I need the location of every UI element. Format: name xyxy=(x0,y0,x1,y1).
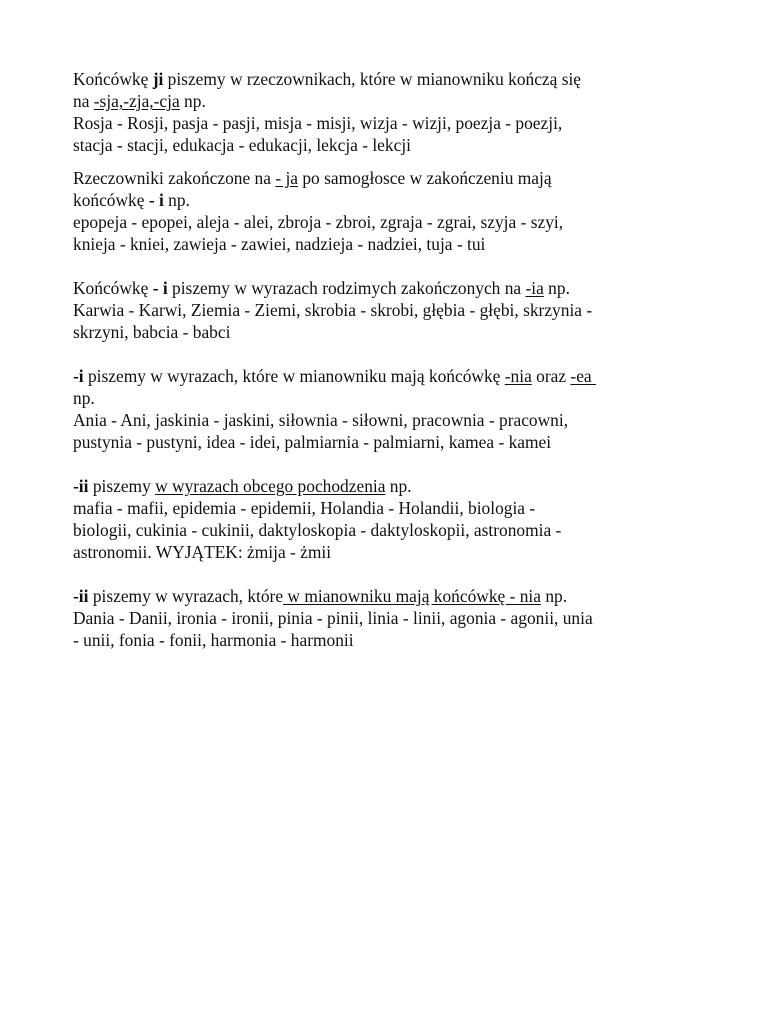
text-run: piszemy xyxy=(88,476,156,496)
underlined-text: -ia xyxy=(525,278,544,298)
text-line xyxy=(73,189,713,211)
text-run: Końcówkę xyxy=(73,69,153,89)
bold-text: - i xyxy=(148,190,164,210)
bold-text: -i xyxy=(73,366,84,386)
text-run: Karwia - Karwi, Ziemia - Ziemi, skrobia - skrobi, głębia - głębi, skrzynia - xyxy=(73,300,593,320)
text-run: końcówkę xyxy=(73,190,149,210)
bold-text: - i xyxy=(152,278,168,298)
text-run: piszemy w wyrazach rodzimych zakończonych na xyxy=(167,278,526,298)
text-run: Ania - Ani, jaskinia - jaskini, siłownia - siłowni, pracownia - pracowni, xyxy=(73,410,569,430)
text-run: pustynia - pustyni, idea - idei, palmiarnia - palmiarni, kamea - kamei xyxy=(73,432,552,452)
underlined-text: w wyrazach obcego pochodzenia xyxy=(155,476,386,496)
text-run: oraz xyxy=(531,366,571,386)
paragraph-ja-after-vowel xyxy=(73,167,713,255)
text-run: np. xyxy=(543,278,570,298)
text-run: Rosja - Rosji, pasja - pasji, misja - misji, wizja - wizji, poezja - poezji, xyxy=(73,113,563,133)
paragraph-ii-foreign xyxy=(73,475,713,563)
text-line xyxy=(73,211,713,233)
text-run: stacja - stacji, edukacja - edukacji, lekcja - lekcji xyxy=(73,135,411,155)
paragraph-ia-native xyxy=(73,277,713,343)
text-run: knieja - kniei, zawieja - zawiei, nadzieja - nadziei, tuja - tui xyxy=(73,234,486,254)
text-run: po samogłosce w zakończeniu mają xyxy=(298,168,552,188)
text-run: astronomii. WYJĄTEK: żmija - żmii xyxy=(73,542,332,562)
text-line xyxy=(73,68,713,90)
paragraph-nia-ea xyxy=(73,365,713,453)
text-run: np. xyxy=(540,586,568,606)
text-run: Końcówkę xyxy=(73,278,153,298)
text-line xyxy=(73,299,713,321)
underlined-text: -ea xyxy=(570,366,596,386)
paragraph-ii-nia xyxy=(73,585,713,651)
text-run: np. xyxy=(179,91,206,111)
text-line xyxy=(73,112,713,134)
text-run: epopeja - epopei, aleja - alei, zbroja - zbroi, zgraja - zgrai, szyja - szyi, xyxy=(73,212,564,232)
underlined-text: w mianowniku mają końcówkę - nia xyxy=(283,586,541,606)
document-page xyxy=(73,68,713,662)
text-line xyxy=(73,90,713,112)
text-line xyxy=(73,475,713,497)
bold-text: -ii xyxy=(73,586,89,606)
text-line xyxy=(73,541,713,563)
text-line xyxy=(73,321,713,343)
text-run: np. xyxy=(385,476,412,496)
text-line xyxy=(73,409,713,431)
text-line xyxy=(73,519,713,541)
text-run: np. xyxy=(163,190,190,210)
text-line xyxy=(73,585,713,607)
text-line xyxy=(73,431,713,453)
text-line xyxy=(73,497,713,519)
underlined-text: -sja,-zja,-cja xyxy=(93,91,180,111)
text-line xyxy=(73,277,713,299)
paragraph-ji-ending xyxy=(73,68,713,156)
text-run: - unii, fonia - fonii, harmonia - harmonii xyxy=(73,630,354,650)
text-line xyxy=(73,167,713,189)
text-run: biologii, cukinia - cukinii, daktyloskopia - daktyloskopii, astronomia - xyxy=(73,520,562,540)
text-run: piszemy w wyrazach, które xyxy=(88,586,284,606)
text-line xyxy=(73,365,713,387)
text-run: piszemy w wyrazach, które w mianowniku mają końcówkę xyxy=(83,366,505,386)
text-line xyxy=(73,387,713,409)
text-run: skrzyni, babcia - babci xyxy=(73,322,231,342)
underlined-text: -nia xyxy=(504,366,532,386)
text-run: piszemy w rzeczownikach, które w mianowniku kończą się xyxy=(163,69,582,89)
text-run: Dania - Danii, ironia - ironii, pinia - pinii, linia - linii, agonia - agonii, unia xyxy=(73,608,593,628)
text-run: na xyxy=(73,91,94,111)
underlined-text: - ja xyxy=(275,168,299,188)
text-run: Rzeczowniki zakończone na xyxy=(73,168,276,188)
text-line xyxy=(73,607,713,629)
text-run: mafia - mafii, epidemia - epidemii, Holandia - Holandii, biologia - xyxy=(73,498,536,518)
text-line xyxy=(73,233,713,255)
bold-text: -ii xyxy=(73,476,89,496)
text-run: np. xyxy=(73,388,95,408)
bold-text: ji xyxy=(152,69,164,89)
text-line xyxy=(73,629,713,651)
text-line xyxy=(73,134,713,156)
